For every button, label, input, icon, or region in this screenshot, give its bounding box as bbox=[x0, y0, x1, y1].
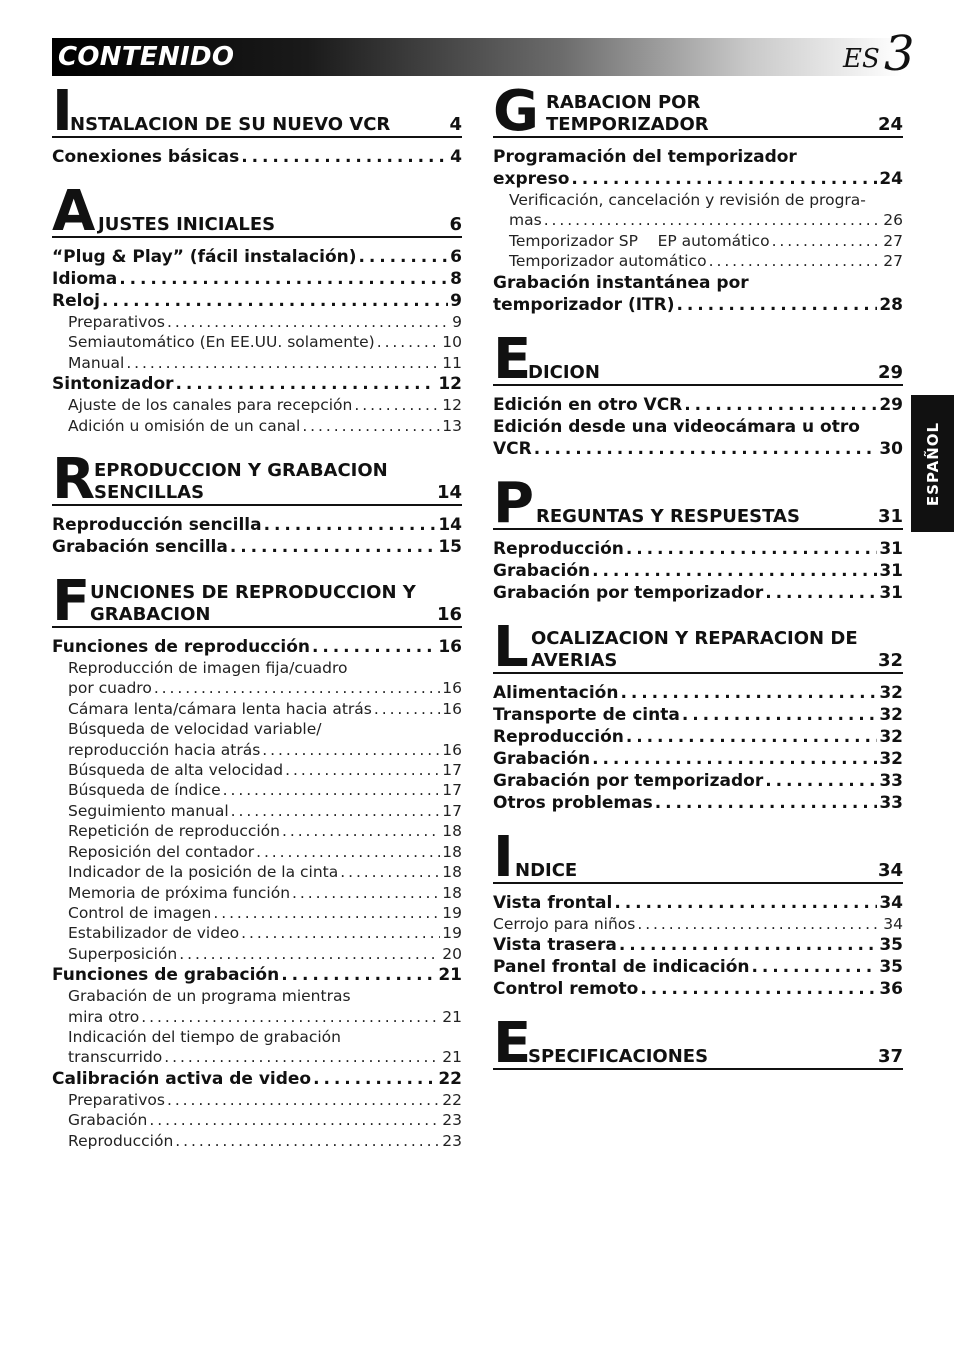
toc-entry[interactable] bbox=[52, 246, 462, 268]
leader-dots bbox=[264, 514, 437, 536]
section-heading[interactable] bbox=[493, 824, 903, 890]
entry-title: Adición u omisión de un canal bbox=[68, 416, 301, 435]
section-title bbox=[52, 458, 462, 504]
toc-entry-line[interactable]: Grabación instantánea por bbox=[493, 272, 749, 293]
toc-entry[interactable] bbox=[52, 373, 462, 395]
leader-dots bbox=[640, 978, 877, 1000]
entry-title: “Plug & Play” (fácil instalación) bbox=[52, 247, 357, 267]
entry-title: Preparativos bbox=[68, 1090, 165, 1109]
toc-section bbox=[52, 447, 462, 558]
drop-cap: L bbox=[493, 614, 529, 680]
entry-page: 22 bbox=[438, 1068, 462, 1089]
toc-subentry[interactable] bbox=[52, 923, 462, 943]
toc-entry[interactable] bbox=[493, 748, 903, 770]
leader-dots bbox=[292, 883, 440, 903]
leader-dots bbox=[772, 231, 882, 251]
toc-subentry[interactable] bbox=[52, 332, 462, 352]
leader-dots bbox=[241, 146, 448, 168]
entry-title: Reloj bbox=[52, 291, 100, 311]
leader-dots bbox=[262, 740, 440, 760]
entry-page: 9 bbox=[452, 313, 462, 331]
toc-subentry[interactable] bbox=[52, 395, 462, 415]
page-title: CONTENIDO bbox=[58, 42, 235, 72]
entry-page: 22 bbox=[442, 1090, 462, 1109]
entry-title: Temporizador automático bbox=[509, 252, 707, 271]
toc-subentry[interactable] bbox=[52, 903, 462, 923]
leader-dots bbox=[544, 210, 882, 230]
entry-page: 21 bbox=[442, 1048, 462, 1067]
leader-dots bbox=[119, 268, 448, 290]
section-title: REGUNTAS Y RESPUESTAS bbox=[536, 505, 800, 527]
toc-section bbox=[493, 824, 903, 1000]
section-title-line: TEMPORIZADOR bbox=[546, 114, 709, 135]
leader-dots bbox=[752, 956, 878, 978]
drop-cap: I bbox=[493, 824, 514, 890]
toc-section bbox=[52, 569, 462, 1151]
entry-page: 35 bbox=[879, 935, 903, 956]
section-page: 24 bbox=[877, 114, 903, 135]
entry-title: Memoria de próxima función bbox=[68, 883, 291, 902]
toc-entry[interactable] bbox=[493, 582, 903, 604]
toc-entry[interactable] bbox=[52, 290, 462, 312]
section-title bbox=[52, 580, 462, 626]
entry-page: 17 bbox=[442, 781, 462, 800]
entry-page: 34 bbox=[879, 892, 903, 913]
leader-dots bbox=[620, 682, 877, 704]
entry-title: Superposición bbox=[68, 944, 178, 963]
toc-subentry-line[interactable]: Indicación del tiempo de grabación bbox=[68, 1027, 341, 1046]
section-heading[interactable] bbox=[493, 470, 903, 536]
leader-dots bbox=[571, 168, 877, 190]
leader-dots bbox=[141, 1007, 440, 1027]
leader-dots bbox=[619, 934, 878, 956]
entry-page: 29 bbox=[879, 394, 903, 415]
section-page: 31 bbox=[877, 505, 903, 527]
entry-title: Indicador de la posición de la cinta bbox=[68, 863, 339, 882]
section-title-line: EPRODUCCION Y GRABACION bbox=[94, 460, 388, 482]
section-heading[interactable] bbox=[52, 569, 462, 635]
entry-page: 26 bbox=[883, 211, 903, 230]
entry-page: 28 bbox=[879, 294, 903, 315]
toc-entry[interactable] bbox=[52, 1068, 462, 1090]
entry-title: Temporizador SP EP automático bbox=[509, 231, 770, 250]
section-title-line: OCALIZACION Y REPARACION DE bbox=[531, 627, 858, 649]
entry-page: 35 bbox=[879, 957, 903, 978]
toc-entry[interactable] bbox=[52, 268, 462, 290]
toc-subentry[interactable] bbox=[493, 914, 903, 934]
leader-dots bbox=[175, 1131, 440, 1151]
entry-page: 18 bbox=[442, 883, 462, 902]
entry-title: Cámara lenta/cámara lenta hacia atrás bbox=[68, 699, 372, 718]
toc-section bbox=[52, 79, 462, 168]
entry-page: 23 bbox=[442, 1111, 462, 1130]
entry-title: Transporte de cinta bbox=[493, 704, 680, 725]
toc-subentry[interactable] bbox=[52, 780, 462, 800]
entry-title: Semiautomático (En EE.UU. solamente) bbox=[68, 333, 375, 352]
toc-subentry[interactable] bbox=[52, 1007, 462, 1027]
leader-dots bbox=[230, 536, 436, 558]
drop-cap: A bbox=[52, 179, 96, 244]
entry-title: Grabación bbox=[493, 748, 591, 769]
leader-dots bbox=[359, 246, 449, 268]
leader-dots bbox=[223, 780, 441, 800]
toc-entry[interactable] bbox=[493, 538, 903, 560]
toc-subentry[interactable] bbox=[52, 883, 462, 903]
toc-entry[interactable] bbox=[52, 964, 462, 986]
leader-dots bbox=[213, 903, 440, 923]
leader-dots bbox=[241, 923, 440, 943]
drop-cap: F bbox=[52, 569, 91, 635]
leader-dots bbox=[281, 964, 436, 986]
leader-dots bbox=[592, 748, 877, 770]
drop-cap: G bbox=[493, 79, 539, 144]
entry-title: Reproducción bbox=[68, 1131, 174, 1150]
entry-page: 32 bbox=[879, 726, 903, 747]
entry-title: Preparativos bbox=[68, 313, 165, 331]
entry-page: 33 bbox=[879, 770, 903, 791]
toc-entry[interactable] bbox=[493, 682, 903, 704]
leader-dots bbox=[167, 1090, 440, 1110]
entry-title: por cuadro bbox=[68, 679, 152, 698]
drop-cap: E bbox=[493, 1011, 532, 1077]
toc-section bbox=[493, 326, 903, 460]
entry-page: 30 bbox=[879, 438, 903, 459]
entry-title: transcurrido bbox=[68, 1048, 163, 1067]
entry-title: Reproducción sencilla bbox=[52, 515, 262, 536]
leader-dots bbox=[626, 538, 877, 560]
toc-subentry[interactable] bbox=[52, 312, 462, 332]
section-title-line: RABACION POR bbox=[546, 92, 701, 113]
leader-dots bbox=[765, 582, 877, 604]
leader-dots bbox=[282, 821, 440, 841]
toc-entry[interactable] bbox=[52, 514, 462, 536]
entry-page: 17 bbox=[442, 761, 462, 780]
toc-entry[interactable] bbox=[52, 536, 462, 558]
section-title-line: AVERIAS bbox=[531, 649, 618, 671]
entry-page: 32 bbox=[879, 748, 903, 769]
section-page: 14 bbox=[436, 482, 462, 504]
toc-section bbox=[493, 470, 903, 604]
entry-title: Manual bbox=[68, 353, 125, 372]
toc-subentry[interactable] bbox=[52, 740, 462, 760]
toc-entry[interactable] bbox=[493, 704, 903, 726]
toc-subentry-line[interactable]: Grabación de un programa mientras bbox=[68, 987, 351, 1006]
toc-subentry[interactable] bbox=[52, 842, 462, 862]
section-title: NSTALACION DE SU NUEVO VCR bbox=[70, 114, 391, 135]
leader-dots bbox=[637, 914, 881, 934]
entry-title: Alimentación bbox=[493, 682, 619, 703]
entry-title: reproducción hacia atrás bbox=[68, 740, 261, 759]
toc-subentry[interactable] bbox=[52, 821, 462, 841]
entry-title: Búsqueda de alta velocidad bbox=[68, 761, 284, 780]
toc-entry[interactable] bbox=[493, 294, 903, 316]
toc-subentry[interactable] bbox=[493, 231, 903, 251]
entry-page: 19 bbox=[442, 903, 462, 922]
toc-right-column bbox=[493, 79, 903, 1092]
entry-title: Vista frontal bbox=[493, 892, 613, 913]
section-title: DICION bbox=[528, 361, 600, 383]
section-page: 34 bbox=[877, 859, 903, 881]
toc-entry[interactable] bbox=[52, 636, 462, 658]
entry-page: 18 bbox=[442, 842, 462, 861]
leader-dots bbox=[340, 862, 440, 882]
entry-page: 18 bbox=[442, 863, 462, 882]
page-language: ES bbox=[843, 44, 880, 74]
toc-subentry[interactable] bbox=[493, 251, 903, 271]
toc-entry-line[interactable]: Edición desde una videocámara u otro bbox=[493, 416, 860, 437]
toc-section bbox=[52, 179, 462, 436]
leader-dots bbox=[167, 312, 450, 332]
leader-dots bbox=[176, 373, 437, 395]
entry-title: Grabación bbox=[493, 560, 591, 581]
leader-dots bbox=[614, 892, 877, 914]
entry-title: Grabación por temporizador bbox=[493, 770, 764, 791]
leader-dots bbox=[102, 290, 448, 312]
toc-entry[interactable] bbox=[493, 892, 903, 914]
entry-title: Funciones de reproducción bbox=[52, 637, 311, 658]
entry-title: mas bbox=[509, 211, 542, 230]
entry-title: Vista trasera bbox=[493, 935, 617, 956]
section-title bbox=[493, 626, 903, 672]
leader-dots bbox=[377, 332, 441, 352]
entry-title: Calibración activa de video bbox=[52, 1068, 312, 1089]
entry-page: 23 bbox=[442, 1131, 462, 1150]
entry-page: 34 bbox=[883, 914, 903, 933]
entry-title: VCR bbox=[493, 438, 532, 459]
entry-page: 10 bbox=[442, 333, 462, 352]
leader-dots bbox=[684, 394, 877, 416]
entry-page: 27 bbox=[883, 231, 903, 250]
toc-subentry[interactable] bbox=[52, 760, 462, 780]
side-tab-label: ESPAÑOL bbox=[923, 421, 942, 506]
entry-title: Seguimiento manual bbox=[68, 801, 229, 820]
toc-subentry[interactable] bbox=[52, 353, 462, 373]
leader-dots bbox=[354, 395, 440, 415]
entry-page: 14 bbox=[438, 515, 462, 536]
section-page: 32 bbox=[877, 649, 903, 671]
entry-page: 16 bbox=[442, 740, 462, 759]
toc-subentry[interactable] bbox=[52, 862, 462, 882]
entry-title: expreso bbox=[493, 169, 570, 189]
toc-subentry[interactable] bbox=[52, 416, 462, 436]
toc-subentry[interactable] bbox=[52, 699, 462, 719]
entry-title: Repetición de reproducción bbox=[68, 822, 280, 841]
entry-title: Grabación bbox=[68, 1111, 148, 1130]
entry-page: 20 bbox=[442, 944, 462, 963]
toc-entry[interactable] bbox=[493, 956, 903, 978]
section-heading[interactable] bbox=[493, 614, 903, 680]
toc-entry[interactable] bbox=[493, 770, 903, 792]
entry-page: 33 bbox=[879, 792, 903, 813]
toc-entry[interactable] bbox=[52, 146, 462, 168]
section-heading[interactable] bbox=[52, 79, 462, 144]
toc-subentry[interactable] bbox=[52, 1110, 462, 1130]
entry-page: 13 bbox=[442, 416, 462, 435]
section-page: 16 bbox=[436, 604, 462, 626]
toc-subentry-line[interactable]: Verificación, cancelación y revisión de progra- bbox=[509, 191, 866, 209]
toc-entry[interactable] bbox=[493, 168, 903, 190]
leader-dots bbox=[285, 760, 440, 780]
page-number: 3 bbox=[884, 26, 915, 82]
section-title: JUSTES INICIALES bbox=[98, 214, 276, 235]
entry-title: Cerrojo para niños bbox=[493, 914, 636, 933]
toc-subentry[interactable] bbox=[52, 944, 462, 964]
entry-page: 11 bbox=[442, 353, 462, 372]
entry-page: 21 bbox=[442, 1007, 462, 1026]
entry-title: Grabación sencilla bbox=[52, 537, 228, 558]
leader-dots bbox=[592, 560, 877, 582]
leader-dots bbox=[374, 699, 440, 719]
drop-cap: I bbox=[52, 79, 73, 144]
leader-dots bbox=[677, 294, 878, 316]
section-title-line: GRABACION bbox=[90, 604, 211, 626]
entry-page: 4 bbox=[450, 147, 462, 167]
toc-entry[interactable] bbox=[493, 934, 903, 956]
entry-page: 31 bbox=[879, 582, 903, 603]
toc-subentry[interactable] bbox=[52, 1090, 462, 1110]
toc-subentry[interactable] bbox=[52, 678, 462, 698]
leader-dots bbox=[765, 770, 877, 792]
toc-subentry[interactable] bbox=[52, 801, 462, 821]
entry-title: Edición en otro VCR bbox=[493, 394, 683, 415]
entry-title: Sintonizador bbox=[52, 374, 174, 395]
entry-page: 21 bbox=[438, 965, 462, 986]
toc-entry[interactable] bbox=[493, 394, 903, 416]
entry-page: 32 bbox=[879, 682, 903, 703]
toc-subentry[interactable] bbox=[52, 1131, 462, 1151]
section-page: 4 bbox=[449, 114, 462, 135]
entry-page: 6 bbox=[450, 247, 462, 267]
entry-title: temporizador (ITR) bbox=[493, 294, 675, 315]
entry-title: Grabación por temporizador bbox=[493, 582, 764, 603]
entry-title: Control de imagen bbox=[68, 903, 212, 922]
entry-page: 19 bbox=[442, 924, 462, 943]
leader-dots bbox=[313, 1068, 436, 1090]
leader-dots bbox=[231, 801, 441, 821]
toc-section bbox=[493, 79, 903, 316]
section-heading[interactable] bbox=[52, 447, 462, 513]
entry-page: 15 bbox=[438, 537, 462, 558]
entry-title: Control remoto bbox=[493, 979, 639, 1000]
leader-dots bbox=[682, 704, 877, 726]
toc-section bbox=[493, 1011, 903, 1077]
entry-page: 18 bbox=[442, 822, 462, 841]
entry-page: 12 bbox=[438, 374, 462, 395]
section-heading[interactable] bbox=[493, 1011, 903, 1077]
entry-page: 27 bbox=[883, 252, 903, 271]
leader-dots bbox=[256, 842, 440, 862]
section-title-line: UNCIONES DE REPRODUCCION Y bbox=[90, 582, 416, 604]
entry-page: 31 bbox=[879, 538, 903, 559]
entry-page: 32 bbox=[879, 704, 903, 725]
entry-page: 12 bbox=[442, 396, 462, 415]
section-heading[interactable] bbox=[493, 79, 903, 144]
entry-page: 9 bbox=[450, 291, 462, 311]
section-heading[interactable] bbox=[493, 326, 903, 392]
entry-title: Panel frontal de indicación bbox=[493, 957, 750, 978]
toc-entry[interactable] bbox=[493, 438, 903, 460]
toc-section bbox=[493, 614, 903, 814]
leader-dots bbox=[709, 251, 882, 271]
toc-entry[interactable] bbox=[493, 792, 903, 814]
entry-page: 24 bbox=[879, 169, 903, 189]
leader-dots bbox=[655, 792, 878, 814]
entry-title: Reproducción bbox=[493, 726, 624, 747]
entry-page: 16 bbox=[442, 679, 462, 698]
section-title-line: SENCILLAS bbox=[94, 482, 205, 504]
section-page: 29 bbox=[877, 361, 903, 383]
language-side-tab bbox=[911, 395, 954, 532]
entry-title: mira otro bbox=[68, 1007, 140, 1026]
section-title: NDICE bbox=[515, 859, 578, 881]
toc-entry[interactable] bbox=[493, 978, 903, 1000]
drop-cap: P bbox=[493, 470, 535, 536]
entry-page: 16 bbox=[442, 699, 462, 718]
entry-page: 16 bbox=[438, 637, 462, 658]
entry-page: 8 bbox=[450, 269, 462, 289]
entry-title: Funciones de grabación bbox=[52, 965, 280, 986]
leader-dots bbox=[534, 438, 878, 460]
section-title bbox=[493, 90, 903, 136]
toc-subentry-line[interactable]: Reproducción de imagen fija/cuadro bbox=[68, 659, 348, 678]
toc-entry[interactable] bbox=[493, 726, 903, 748]
toc-subentry[interactable] bbox=[52, 1047, 462, 1067]
leader-dots bbox=[179, 944, 440, 964]
entry-title: Búsqueda de índice bbox=[68, 781, 221, 800]
leader-dots bbox=[154, 678, 440, 698]
toc-subentry-line[interactable]: Búsqueda de velocidad variable/ bbox=[68, 720, 322, 739]
section-page: 37 bbox=[877, 1046, 903, 1068]
section-page: 6 bbox=[449, 214, 462, 235]
toc-left-column bbox=[52, 79, 462, 1173]
drop-cap: E bbox=[493, 326, 532, 392]
entry-title: Reproducción bbox=[493, 538, 624, 559]
leader-dots bbox=[126, 353, 440, 373]
entry-title: Ajuste de los canales para recepción bbox=[68, 396, 353, 415]
entry-title: Estabilizador de video bbox=[68, 924, 240, 943]
leader-dots bbox=[149, 1110, 440, 1130]
toc-subentry[interactable] bbox=[493, 210, 903, 230]
leader-dots bbox=[302, 416, 440, 436]
toc-entry[interactable] bbox=[493, 560, 903, 582]
entry-page: 36 bbox=[879, 979, 903, 1000]
entry-page: 17 bbox=[442, 801, 462, 820]
entry-title: Reposición del contador bbox=[68, 842, 255, 861]
leader-dots bbox=[312, 636, 436, 658]
leader-dots bbox=[164, 1047, 440, 1067]
leader-dots bbox=[626, 726, 877, 748]
drop-cap: R bbox=[52, 447, 96, 513]
toc-entry-line[interactable]: Programación del temporizador bbox=[493, 147, 797, 167]
section-heading[interactable] bbox=[52, 179, 462, 244]
entry-title: Otros problemas bbox=[493, 792, 653, 813]
entry-title: Conexiones básicas bbox=[52, 147, 240, 167]
entry-title: Idioma bbox=[52, 269, 118, 289]
section-title: SPECIFICACIONES bbox=[528, 1046, 709, 1068]
entry-page: 31 bbox=[879, 560, 903, 581]
